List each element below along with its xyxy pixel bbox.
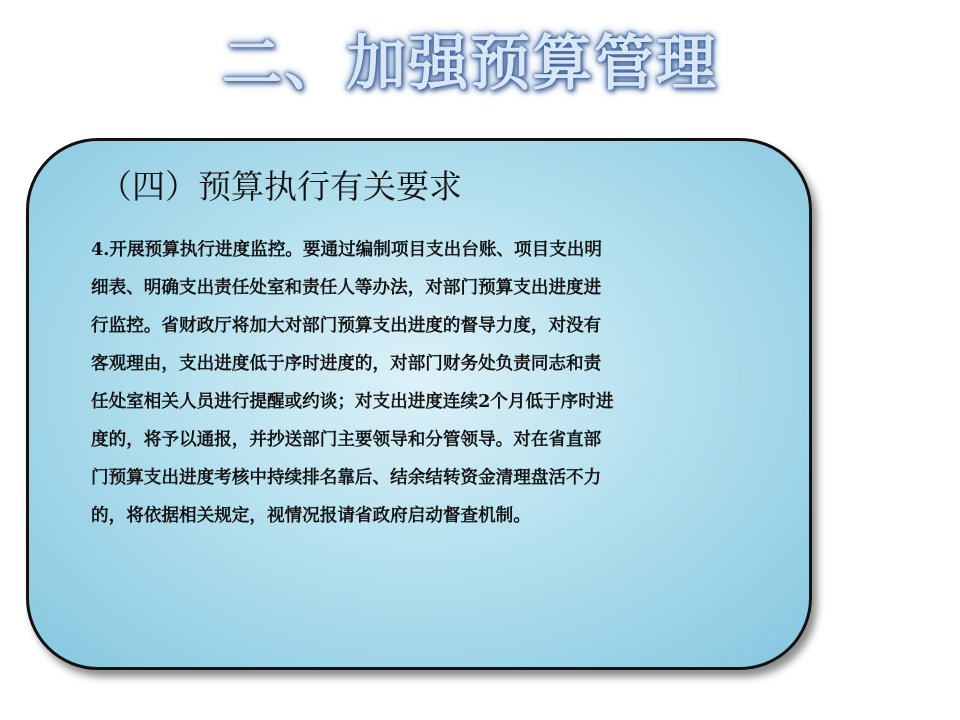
body-line: 任处室相关人员进行提醒或约谈；对支出进度连续2个月低于序时进 (91, 391, 614, 412)
body-line: 的，将依据相关规定，视情况报请省政府启动督查机制。 (91, 505, 531, 526)
body-line: 行监控。省财政厅将加大对部门预算支出进度的督导力度，对没有 (91, 315, 602, 336)
slide-title: 二、加强预算管理 (222, 29, 718, 99)
body-line: 客观理由，支出进度低于序时进度的，对部门财务处负责同志和责 (91, 353, 602, 374)
panel-heading: （四）预算执行有关要求 (99, 167, 462, 206)
body-line: 细表、明确支出责任处室和责任人等办法，对部门预算支出进度进 (91, 277, 602, 298)
panel-body (91, 231, 731, 535)
body-line: 4.开展预算执行进度监控。要通过编制项目支出台账、项目支出明 (91, 239, 602, 260)
body-line: 度的，将予以通报，并抄送部门主要领导和分管领导。对在省直部 (91, 429, 602, 450)
body-line: 门预算支出进度考核中持续排名靠后、结余结转资金清理盘活不力 (91, 467, 602, 488)
content-panel (26, 138, 812, 670)
